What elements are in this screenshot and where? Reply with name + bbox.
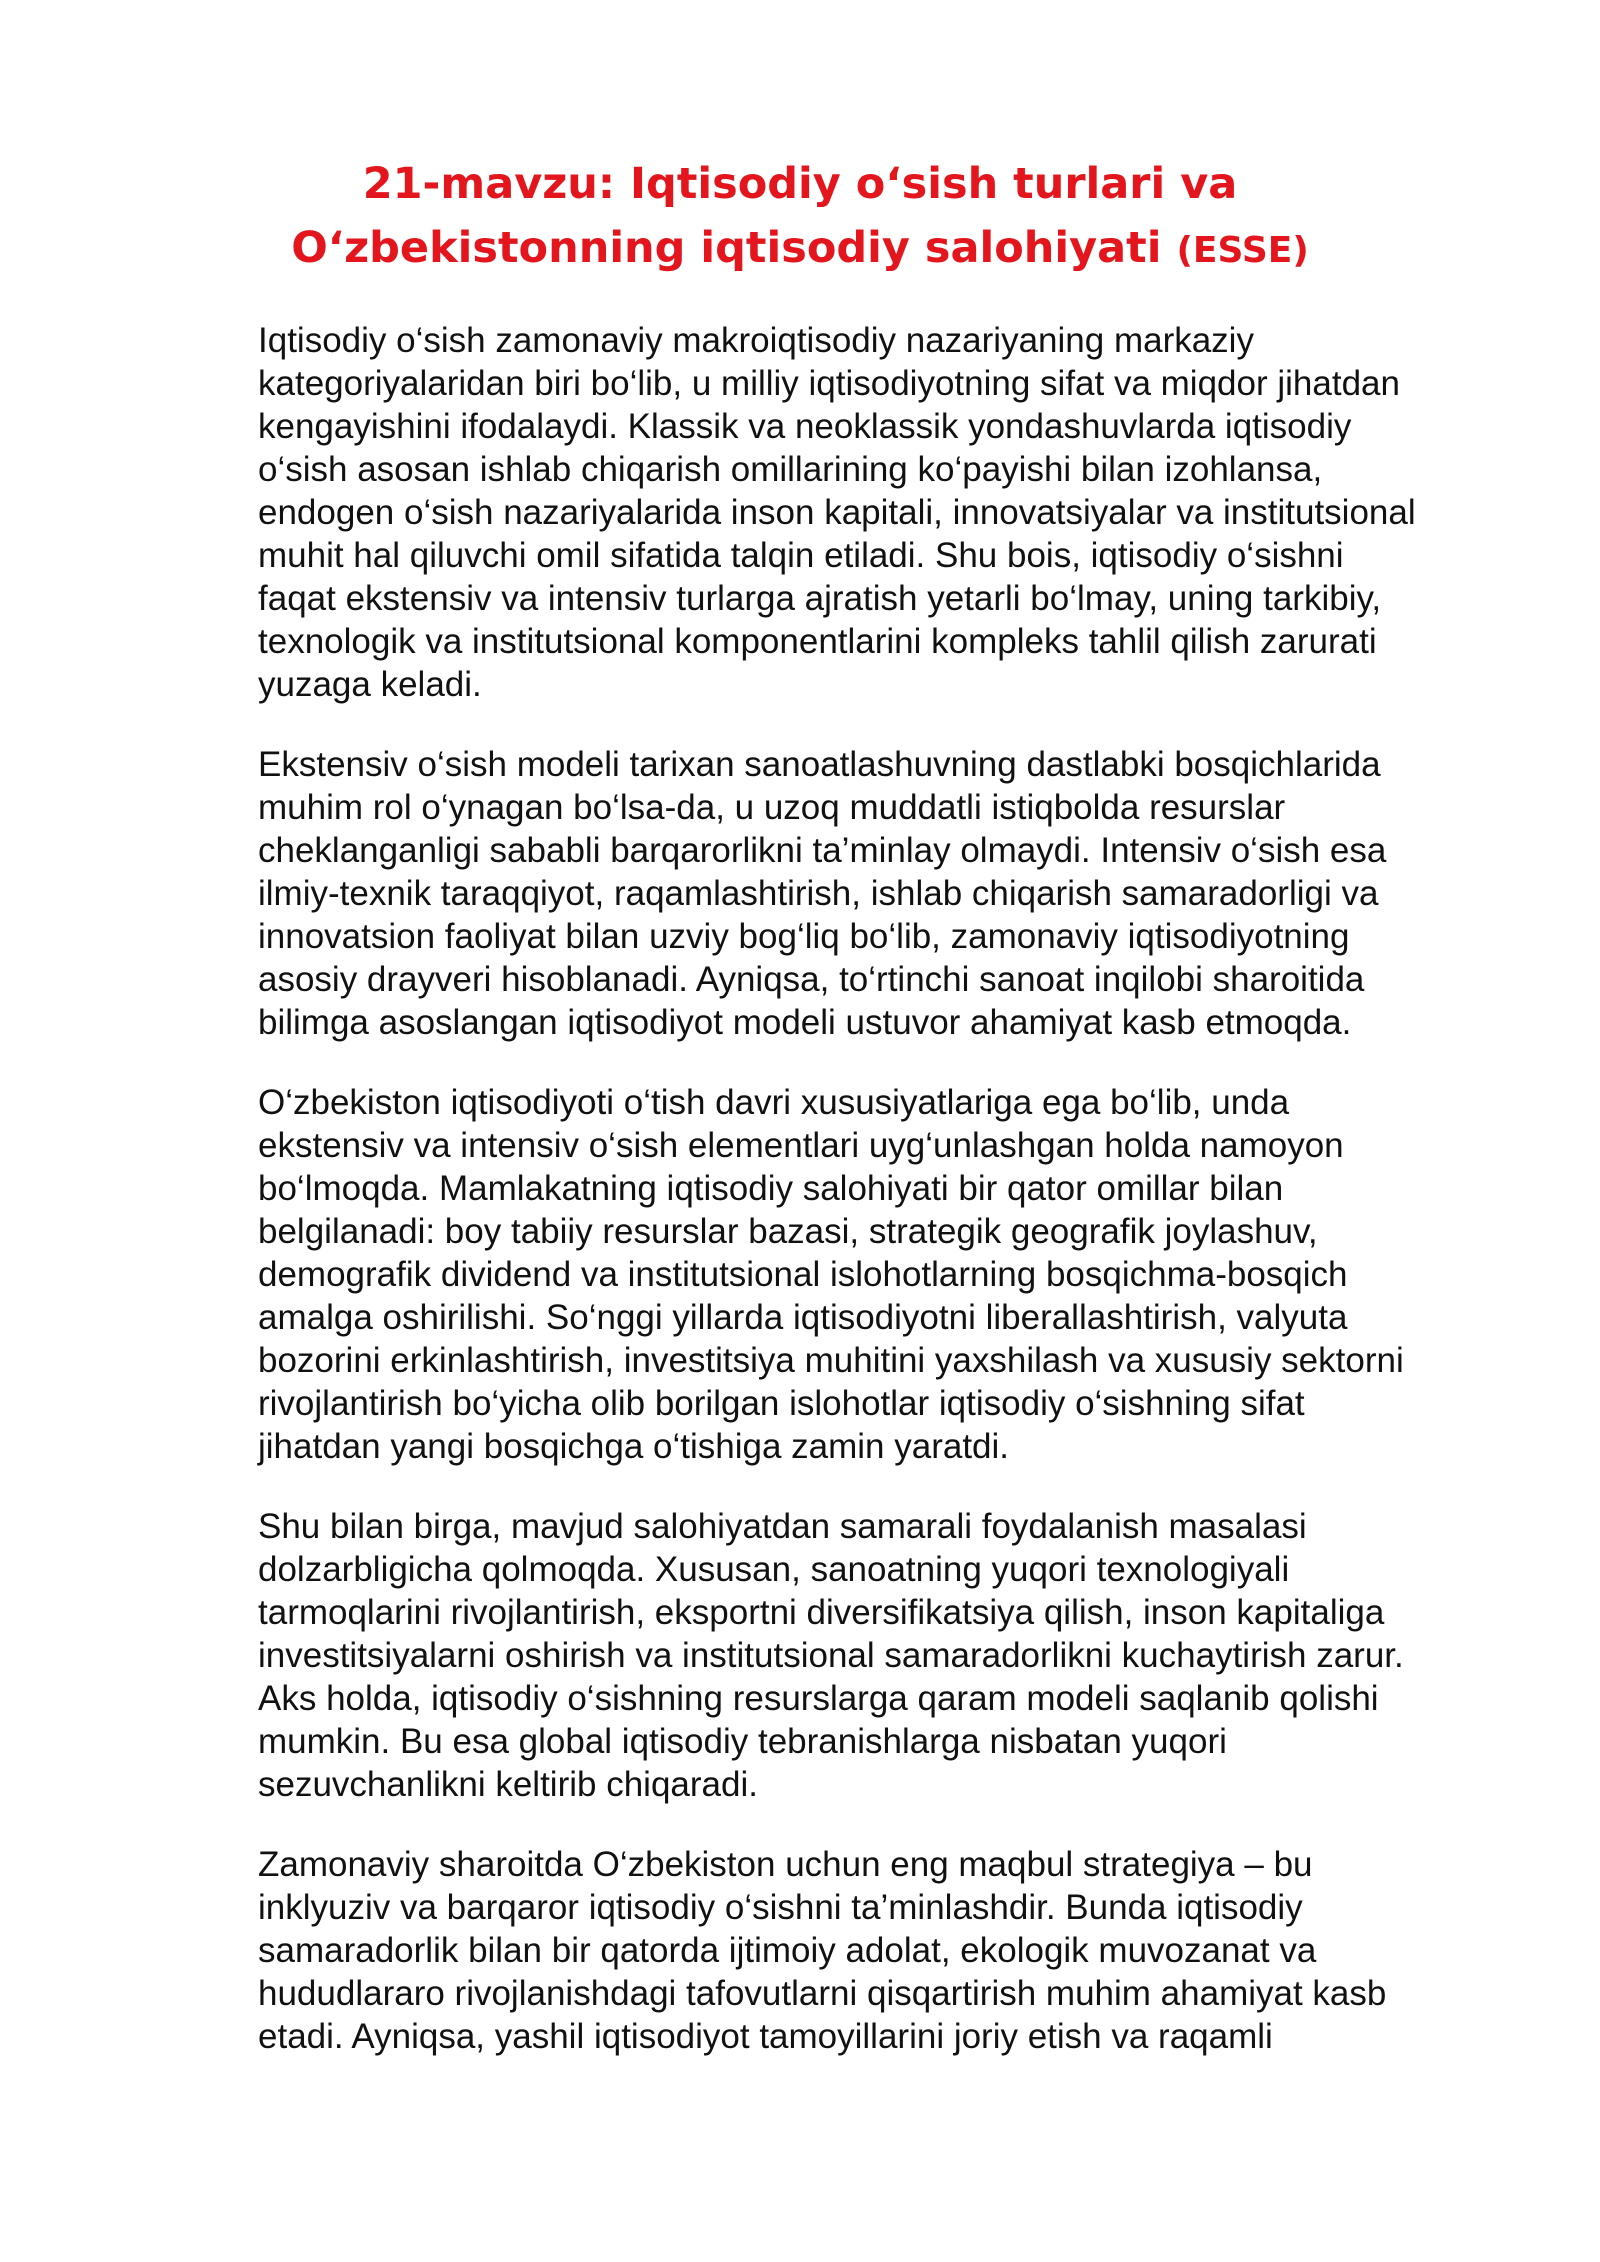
text-line: ilmiy-texnik taraqqiyot, raqamlashtirish, ishlab chiqarish samaradorligi va (258, 874, 1379, 913)
essay-body (228, 319, 1478, 2095)
text-line: asosiy drayveri hisoblanadi. Ayniqsa, to‘rtinchi sanoat inqilobi sharoitida (258, 960, 1365, 999)
text-line: faqat ekstensiv va intensiv turlarga ajratish yetarli bo‘lmay, uning tarkibiy, (258, 579, 1382, 618)
paragraph-4 (228, 1505, 1478, 1806)
text-line: endogen o‘sish nazariyalarida inson kapitali, innovatsiyalar va institutsional (258, 493, 1416, 532)
text-line: tarmoqlarini rivojlantirish, eksportni diversifikatsiya qilish, inson kapitaliga (258, 1593, 1385, 1632)
text-line: innovatsion faoliyat bilan uzviy bog‘liq bo‘lib, zamonaviy iqtisodiyotning (258, 917, 1350, 956)
text-line: hududlararo rivojlanishdagi tafovutlarni qisqartirish muhim ahamiyat kasb (258, 1974, 1387, 2013)
text-line: Shu bilan birga, mavjud salohiyatdan samarali foydalanish masalasi (258, 1507, 1307, 1546)
text-line: ekstensiv va intensiv o‘sish elementlari uyg‘unlashgan holda namoyon (258, 1126, 1344, 1165)
text-line: dolzarbligicha qolmoqda. Xususan, sanoatning yuqori texnologiyali (258, 1550, 1290, 1589)
text-line: kategoriyalaridan biri bo‘lib, u milliy iqtisodiyotning sifat va miqdor jihatdan (258, 364, 1400, 403)
text-line: jihatdan yangi bosqichga o‘tishiga zamin yaratdi. (258, 1427, 1010, 1466)
text-line: inklyuziv va barqaror iqtisodiy o‘sishni ta’minlashdir. Bunda iqtisodiy (258, 1888, 1303, 1927)
text-line: Ekstensiv o‘sish modeli tarixan sanoatlashuvning dastlabki bosqichlarida (258, 745, 1381, 784)
paragraph-1 (228, 319, 1478, 706)
text-line: rivojlantirish bo‘yicha olib borilgan islohotlar iqtisodiy o‘sishning sifat (258, 1384, 1305, 1423)
title-suffix: (ESSE) (1176, 230, 1309, 271)
text-line: investitsiyalarni oshirish va institutsional samaradorlikni kuchaytirish zarur. (258, 1636, 1404, 1675)
paragraph-5 (228, 1843, 1478, 2058)
text-line: Zamonaviy sharoitda O‘zbekiston uchun eng maqbul strategiya – bu (258, 1845, 1313, 1884)
text-line: muhim rol o‘ynagan bo‘lsa-da, u uzoq muddatli istiqbolda resurslar (258, 788, 1286, 827)
title-line-2-main: O‘zbekistonning iqtisodiy salohiyati (291, 223, 1162, 273)
text-line: amalga oshirilishi. So‘nggi yillarda iqtisodiyotni liberallashtirish, valyuta (258, 1298, 1348, 1337)
text-line: cheklanganligi sababli barqarorlikni ta’minlay olmaydi. Intensiv o‘sish esa (258, 831, 1387, 870)
text-line: Aks holda, iqtisodiy o‘sishning resurslarga qaram modeli saqlanib qolishi (258, 1679, 1379, 1718)
text-line: bozorini erkinlashtirish, investitsiya muhitini yaxshilash va xususiy sektorni (258, 1341, 1404, 1380)
text-line: O‘zbekiston iqtisodiyoti o‘tish davri xususiyatlariga ega bo‘lib, unda (258, 1083, 1290, 1122)
text-line: muhit hal qiluvchi omil sifatida talqin etiladi. Shu bois, iqtisodiy o‘sishni (258, 536, 1344, 575)
text-line: etadi. Ayniqsa, yashil iqtisodiyot tamoyillarini joriy etish va raqamli (258, 2017, 1273, 2056)
paragraph-3 (228, 1081, 1478, 1468)
text-line: Iqtisodiy o‘sish zamonaviy makroiqtisodiy nazariyaning markaziy (258, 321, 1254, 360)
document-title (0, 152, 1600, 283)
text-line: kengayishini ifodalaydi. Klassik va neoklassik yondashuvlarda iqtisodiy (258, 407, 1352, 446)
text-line: bo‘lmoqda. Mamlakatning iqtisodiy salohiyati bir qator omillar bilan (258, 1169, 1284, 1208)
title-line-2 (0, 216, 1600, 283)
text-line: samaradorlik bilan bir qatorda ijtimoiy adolat, ekologik muvozanat va (258, 1931, 1317, 1970)
paragraph-2 (228, 743, 1478, 1044)
text-line: demografik dividend va institutsional islohotlarning bosqichma-bosqich (258, 1255, 1348, 1294)
text-line: o‘sish asosan ishlab chiqarish omillarining ko‘payishi bilan izohlansa, (258, 450, 1323, 489)
text-line: sezuvchanlikni keltirib chiqaradi. (258, 1765, 758, 1804)
title-line-1: 21-mavzu: Iqtisodiy o‘sish turlari va (362, 159, 1238, 209)
text-line: belgilanadi: boy tabiiy resurslar bazasi, strategik geografik joylashuv, (258, 1212, 1318, 1251)
text-line: mumkin. Bu esa global iqtisodiy tebranishlarga nisbatan yuqori (258, 1722, 1227, 1761)
text-line: bilimga asoslangan iqtisodiyot modeli ustuvor ahamiyat kasb etmoqda. (258, 1003, 1352, 1042)
text-line: yuzaga keladi. (258, 665, 482, 704)
text-line: texnologik va institutsional komponentlarini kompleks tahlil qilish zarurati (258, 622, 1377, 661)
